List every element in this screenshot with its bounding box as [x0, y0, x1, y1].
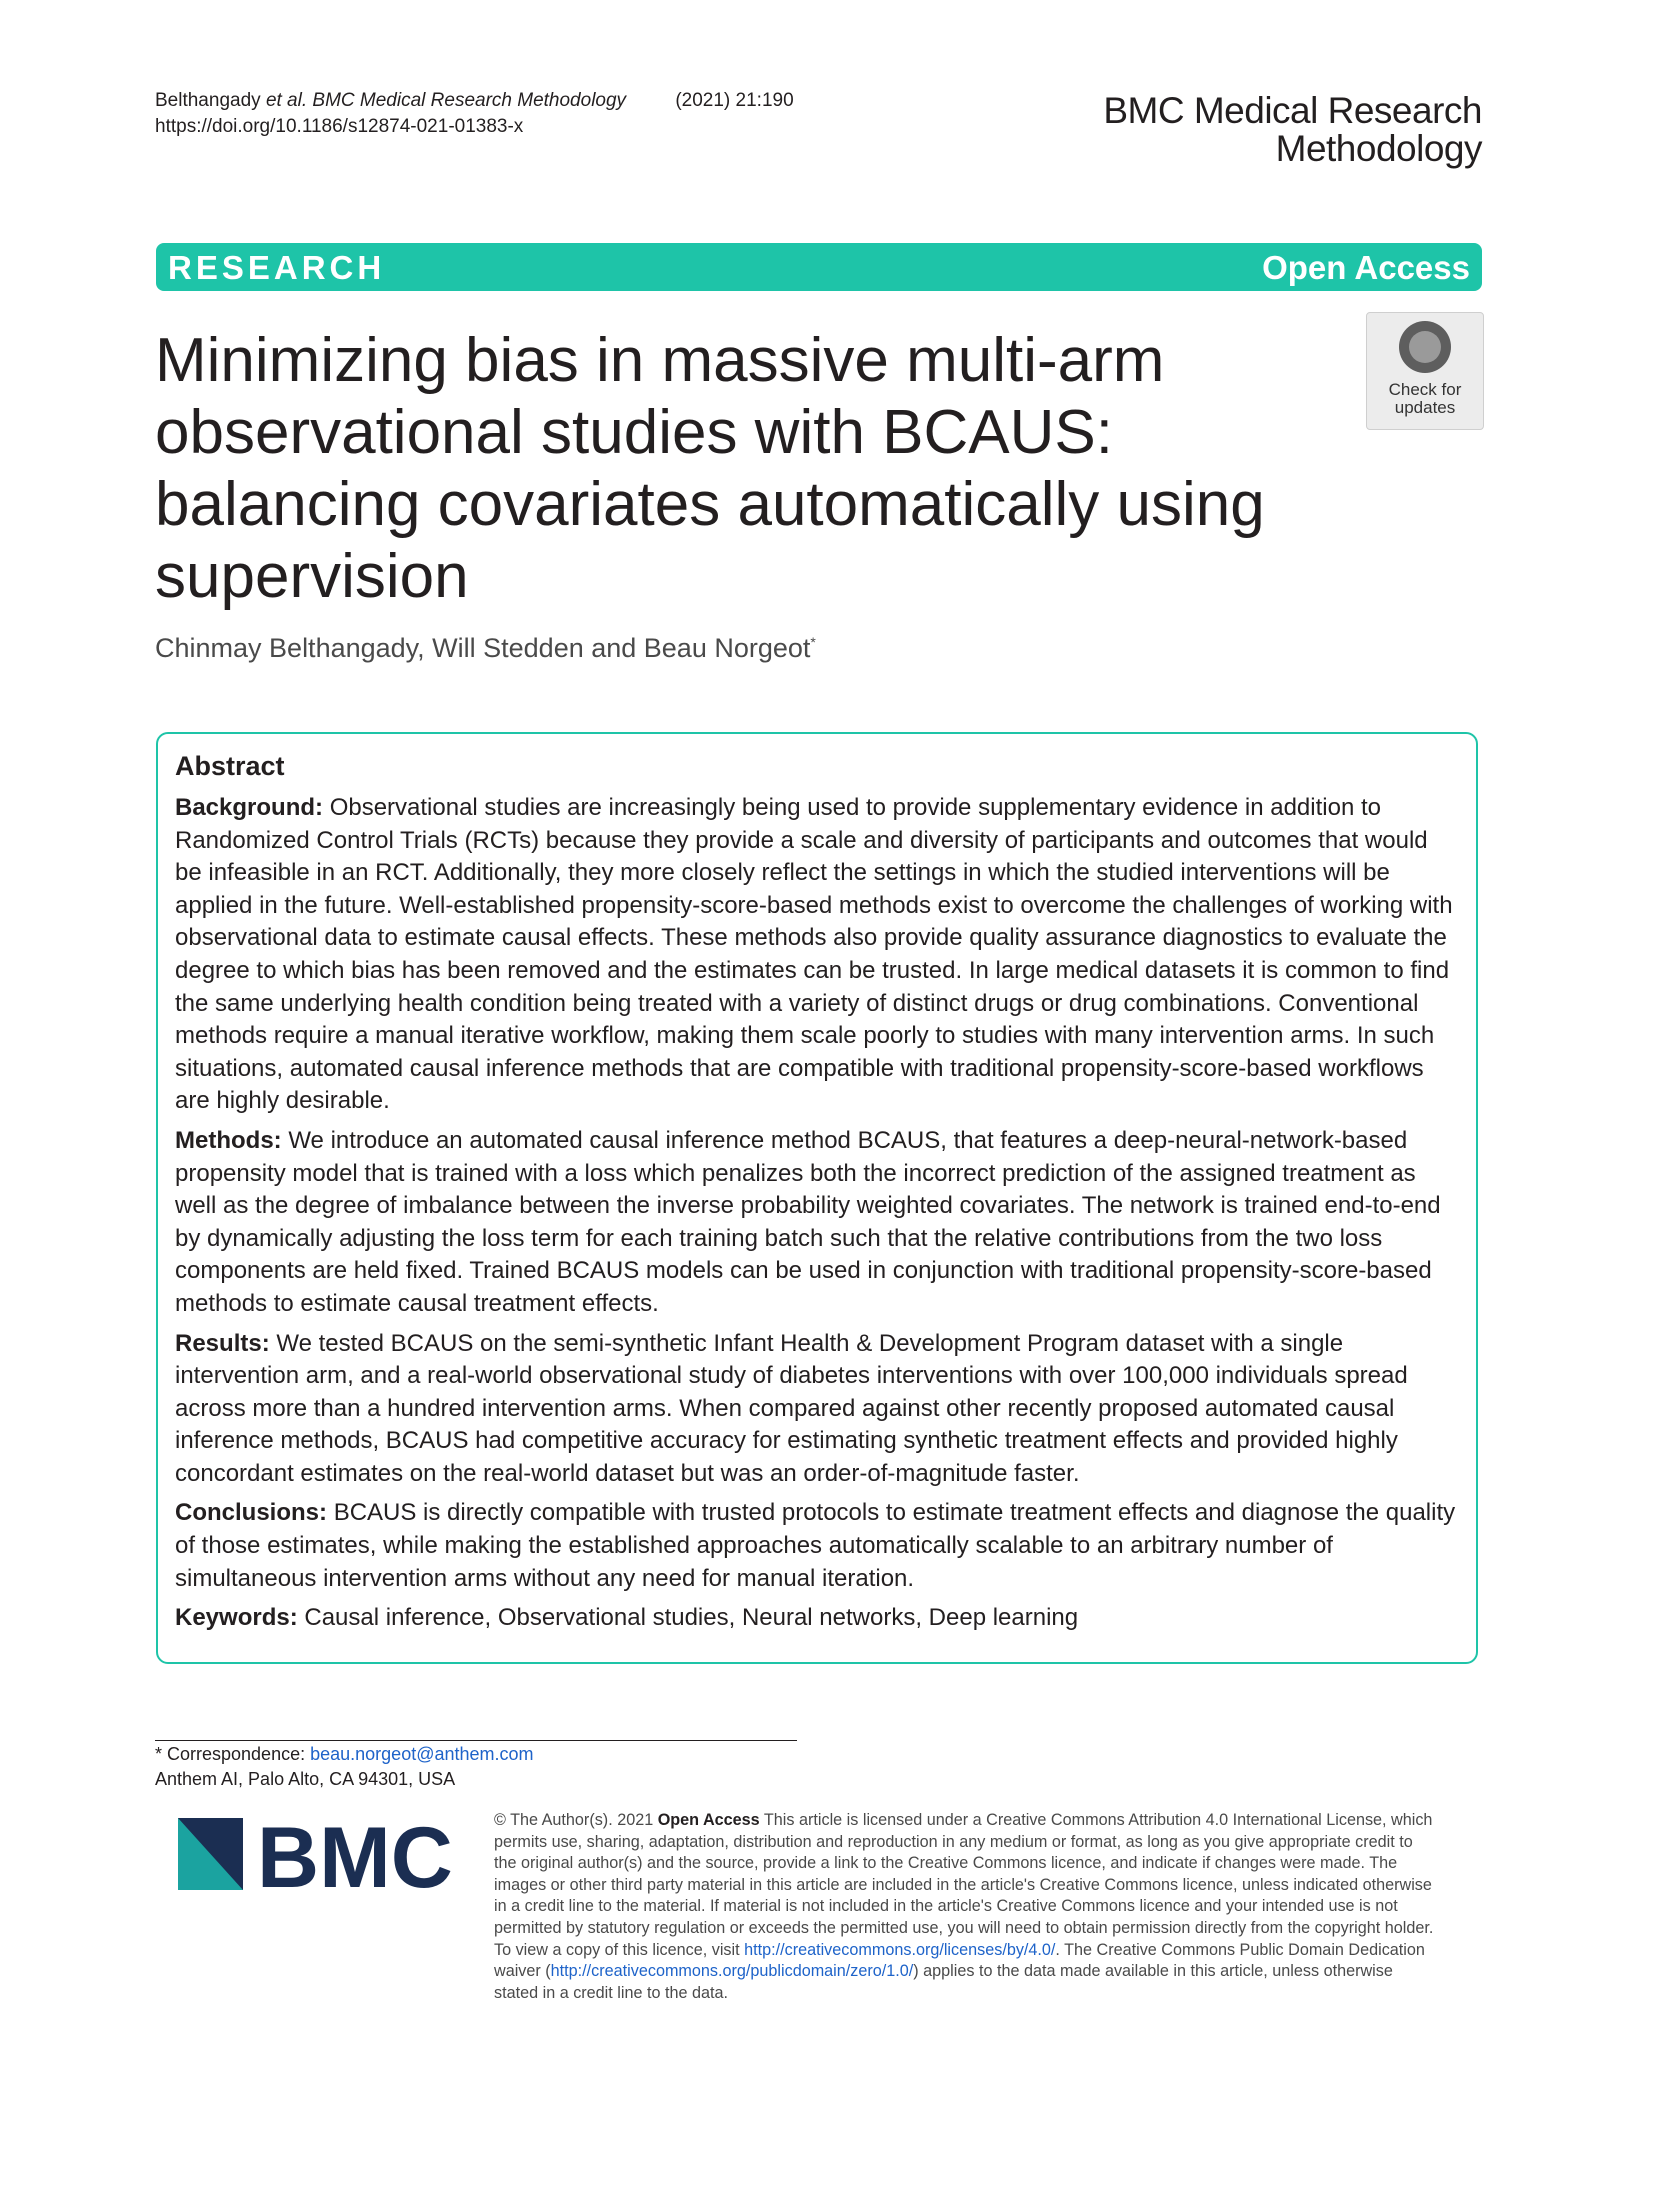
journal-brand	[1103, 92, 1482, 168]
citation-journal: et al. BMC Medical Research Methodology	[265, 90, 627, 111]
citation-author: Belthangady	[155, 90, 261, 111]
abstract-box	[156, 732, 1478, 1664]
doi-link[interactable]: https://doi.org/10.1186/s12874-021-01383-x	[155, 116, 524, 137]
background-label: Background:	[175, 794, 324, 821]
citation-line	[155, 88, 794, 114]
bmc-logo	[175, 1806, 465, 1906]
results-text: We tested BCAUS on the semi-synthetic Infant Health & Development Program dataset with a single intervention arm, and a real-world observational study of diabetes interventions with over 100,000 individuals spread across more than a hundred intervention arms. When compared against other recently proposed automated causal inference methods, BCAUS had competitive accuracy for estimating synthetic treatment effects and provided highly concordant estimates on the real-world dataset but was an order-of-magnitude faster.	[175, 1329, 1408, 1487]
abstract-results	[175, 1328, 1458, 1491]
conclusions-label: Conclusions:	[175, 1499, 328, 1527]
article-type-banner	[156, 243, 1482, 291]
methods-text: We introduce an automated causal inference method BCAUS, that features a deep-neural-network-based propensity model that is trained with a loss which penalizes both the incorrect prediction of the assigned treatment as well as the degree of imbalance between the inverse probability weighted covariates. The network is trained end-to-end by dynamically adjusting the loss term for each training batch such that the relative contributions from the two loss components are held fixed. Trained BCAUS models can be used in conjunction with traditional propensity-score-based methods to estimate causal treatment effects.	[175, 1126, 1441, 1317]
article-title: Minimizing bias in massive multi-arm observational studies with BCAUS: balancing covariates automatically using supervision	[155, 326, 1265, 611]
crossmark-inner-icon	[1409, 331, 1441, 363]
affiliation: Anthem AI, Palo Alto, CA 94301, USA	[155, 1769, 456, 1789]
journal-brand-line1: BMC Medical Research	[1103, 90, 1482, 131]
footnote-divider	[155, 1740, 797, 1741]
check-for-label: Check for	[1388, 380, 1462, 399]
license-text-3: ) applies to the data made available in this article, unless otherwise stated in a credit line to the data.	[494, 1962, 1393, 2002]
results-label: Results:	[175, 1329, 270, 1357]
keywords-label: Keywords:	[175, 1604, 298, 1632]
citation-year-volume: (2021) 21:190	[675, 90, 794, 111]
abstract-keywords	[175, 1602, 1458, 1635]
abstract-conclusions	[175, 1497, 1458, 1595]
correspondence-note	[155, 1742, 534, 1766]
abstract-background	[175, 792, 1458, 1118]
author-list	[155, 633, 816, 664]
check-for-updates-badge[interactable]	[1366, 312, 1484, 430]
license-link-cc-by[interactable]: http://creativecommons.org/licenses/by/4.0/	[744, 1940, 1056, 1959]
license-text-1: This article is licensed under a Creative Commons Attribution 4.0 International License, which permits use, sharing, adaptation, distribution and reproduction in any medium or format, as long as you give appropriate credit to the original author(s) and the source, provide a link to the Creative Commons licence, and indicate if changes were made. The images or other third party material in this article are included in the article's Creative Commons licence, unless indicated otherwise in a credit line to the material. If material is not included in the article's Creative Commons licence and your intended use is not permitted by statutory regulation or exceeds the permitted use, you will need to obtain permission directly from the copyright holder. To view a copy of this licence, visit	[494, 1811, 1434, 1959]
methods-label: Methods:	[175, 1126, 282, 1154]
abstract-heading: Abstract	[175, 751, 285, 781]
bmc-logo-text: BMC	[257, 1810, 453, 1906]
license-open-access: Open Access	[657, 1811, 760, 1829]
license-statement	[494, 1810, 1434, 2004]
background-text: Observational studies are increasingly being used to provide supplementary evidence in addition to Randomized Control Trials (RCTs) because they provide a scale and diversity of participants and outcomes that would be infeasible in an RCT. Additionally, they more closely reflect the settings in which the studied interventions will be applied in the future. Well-established propensity-score-based methods exist to overcome the challenges of working with observational data to estimate causal effects. These methods also provide quality assurance diagnostics to evaluate the degree to which bias has been removed and the estimates can be trusted. In large medical datasets it is common to find the same underlying health condition being treated with a variety of distinct drugs or drug combinations. Conventional methods require a manual iterative workflow, making them scale poorly to studies with many intervention arms. In such situations, automated causal inference methods that are compatible with traditional propensity-score-based workflows are highly desirable.	[175, 794, 1453, 1115]
journal-brand-line2: Methodology	[1275, 128, 1482, 169]
corresponding-mark: *	[810, 634, 816, 650]
correspondence-email-link[interactable]: beau.norgeot@anthem.com	[310, 1744, 534, 1764]
copyright-text: © The Author(s). 2021	[494, 1811, 654, 1829]
correspondence-label: * Correspondence:	[155, 1744, 306, 1764]
keywords-text: Causal inference, Observational studies, Neural networks, Deep learning	[304, 1604, 1079, 1632]
conclusions-text: BCAUS is directly compatible with trusted protocols to estimate treatment effects and diagnose the quality of those estimates, while making the established approaches automatically scalable to an arbitrary number of simultaneous intervention arms without any need for manual iteration.	[175, 1499, 1456, 1592]
updates-label: updates	[1394, 398, 1456, 417]
open-access-label: Open Access	[1262, 249, 1470, 286]
author-names: Chinmay Belthangady, Will Stedden and Beau Norgeot	[155, 633, 811, 663]
license-text-2: . The Creative Commons Public Domain Dedication waiver (	[494, 1940, 1425, 1981]
abstract-methods	[175, 1125, 1458, 1321]
article-type-label: RESEARCH	[168, 249, 386, 286]
license-link-cc0[interactable]: http://creativecommons.org/publicdomain/zero/1.0/	[550, 1962, 914, 1981]
